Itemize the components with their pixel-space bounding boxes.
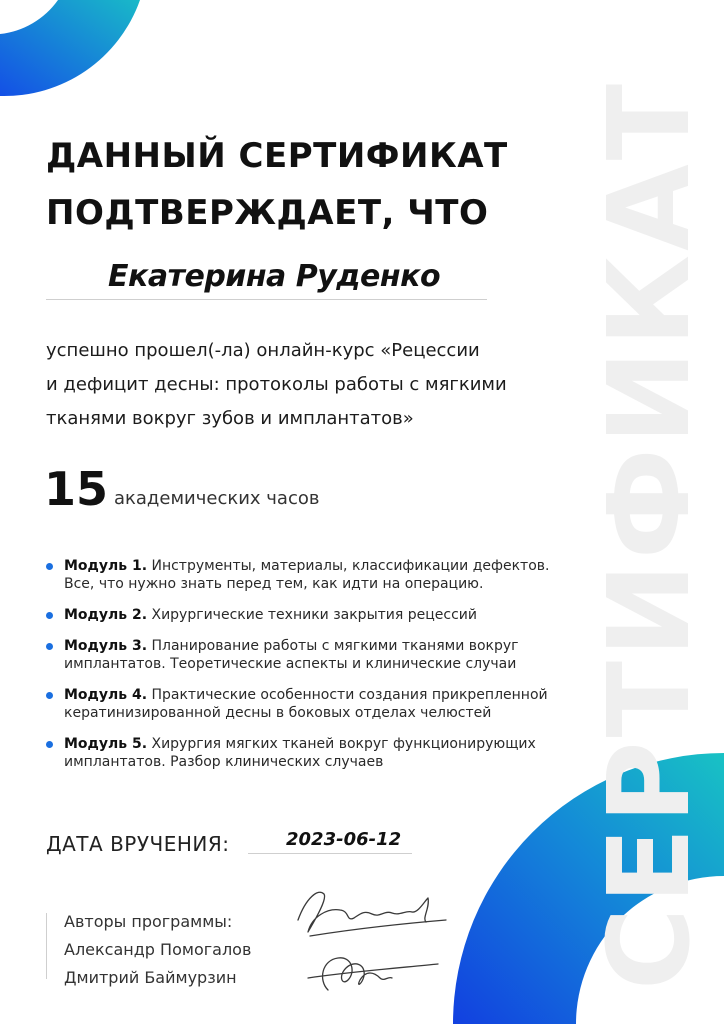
module-text-line-2: имплантатов. Разбор клинических случаев (64, 754, 384, 770)
top-left-arc (0, 0, 140, 96)
bullet-dot-icon (46, 563, 53, 570)
module-title: Модуль 1. (64, 558, 148, 574)
recipient-name: Екатерина Руденко (108, 259, 441, 294)
bullet-dot-icon (46, 643, 53, 650)
module-title: Модуль 4. (64, 687, 148, 703)
headline-line-2: ПОДТВЕРЖДАЕТ, ЧТО (46, 193, 489, 233)
signature-2 (323, 958, 392, 990)
module-item (46, 686, 566, 722)
signature-1-underline (310, 920, 446, 936)
module-text-line-1: Практические особенности создания прикрепленной (151, 687, 548, 703)
course-line-2: и дефицит десны: протоколы работы с мягкими (46, 374, 507, 395)
module-text-line-2: Все, что нужно знать перед тем, как идти на операцию. (64, 576, 484, 592)
module-item (46, 606, 566, 624)
bullet-dot-icon (46, 741, 53, 748)
course-line-1: успешно прошел(-ла) онлайн-курс «Рецессии (46, 340, 480, 361)
module-text-line-1: Хирургические техники закрытия рецессий (151, 607, 477, 623)
certificate-headline (46, 128, 508, 242)
authors-heading: Авторы программы: (64, 912, 233, 931)
signature-1 (298, 892, 428, 932)
headline-line-1: ДАННЫЙ СЕРТИФИКАТ (46, 136, 508, 176)
module-text-line-1: Планирование работы с мягкими тканями вокруг (151, 638, 519, 654)
module-item (46, 557, 566, 593)
issue-date-underline (248, 853, 412, 854)
bullet-dot-icon (46, 692, 53, 699)
author-name: Александр Помогалов (64, 940, 252, 959)
module-text-line-2: имплантатов. Теоретические аспекты и клинические случаи (64, 656, 517, 672)
watermark-text: СЕРТИФИКАТ (585, 79, 715, 991)
module-title: Модуль 2. (64, 607, 148, 623)
issue-date-value: 2023-06-12 (286, 829, 402, 850)
module-item (46, 637, 566, 673)
module-text-line-2: кератинизированной десны в боковых отделах челюстей (64, 705, 492, 721)
recipient-underline (46, 299, 487, 300)
module-text-line-1: Хирургия мягких тканей вокруг функционирующих (151, 736, 536, 752)
module-item (46, 735, 566, 771)
module-list (46, 557, 566, 784)
bullet-dot-icon (46, 612, 53, 619)
signatures-image (288, 880, 458, 1000)
authors-divider (46, 913, 47, 979)
course-line-3: тканями вокруг зубов и имплантатов» (46, 408, 414, 429)
module-title: Модуль 3. (64, 638, 148, 654)
hours-label: академических часов (114, 488, 320, 509)
issue-date-label: ДАТА ВРУЧЕНИЯ: (46, 832, 230, 856)
signature-2-underline (308, 964, 438, 978)
program-authors (64, 908, 251, 992)
module-title: Модуль 5. (64, 736, 148, 752)
module-text-line-1: Инструменты, материалы, классификации дефектов. (151, 558, 550, 574)
course-description (46, 334, 586, 436)
author-name: Дмитрий Баймурзин (64, 968, 237, 987)
hours-number: 15 (44, 462, 109, 516)
